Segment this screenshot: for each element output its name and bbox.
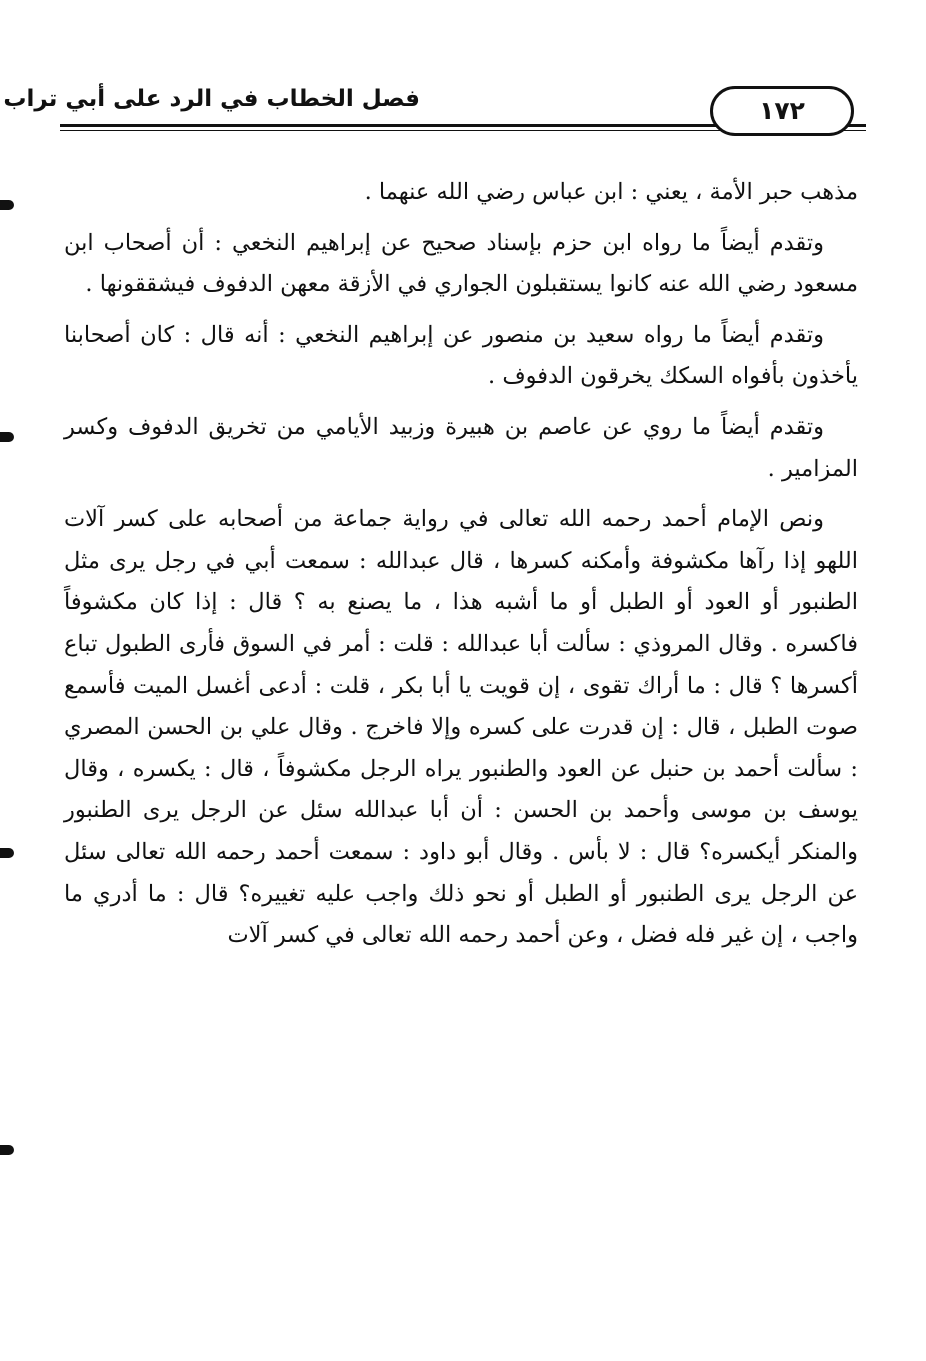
- paragraph: وتقدم أيضاً ما رواه ابن حزم بإسناد صحيح عن إبراهيم النخعي : أن أصحاب ابن مسعود رضي الله عنه كانوا يستقبلون الجواري في الأزقة معهن الدفوف فيشققونها .: [64, 229, 858, 298]
- paragraph: ونص الإمام أحمد رحمه الله تعالى في رواية جماعة من أصحابه على كسر آلات اللهو إذا رآها مكشوفة وأمكنه كسرها ، قال عبدالله : سمعت أبي في رجل يرى مثل الطنبور أو العود أو الطبل أو ما أشبه هذا ، ما يصنع به ؟ قال : إذا كان مكشوفاً فاكسره . وقال المروذي : سألت أبا عبدالله : قلت : أمر في السوق فأرى الطبول تباع أكسرها ؟ قال : ما أراك تقوى ، إن قويت يا أبا بكر ، قلت : أدعى أغسل الميت فأسمع صوت الطبل ، قال : إن قدرت على كسره وإلا فاخرج . وقال علي بن الحسن المصري : سألت أحمد بن حنبل عن العود والطنبور يراه الرجل مكشوفاً ، قال : يكسره ، وقال يوسف بن موسى وأحمد بن الحسن : أن أبا عبدالله سئل عن الرجل يرى الطنبور والمنكر أيكسره؟ قال : لا بأس . وقال أبو داود : سمعت أحمد رحمه الله تعالى سئل عن الرجل يرى الطنبور أو الطبل أو نحو ذلك واجب عليه تغييره؟ قال : ما أدري ما واجب ، إن غير فله فضل ، وعن أحمد رحمه الله تعالى في كسر آلات: [64, 506, 858, 949]
- page-header: [3, 66, 866, 140]
- body-text: [64, 172, 858, 966]
- paragraph: وتقدم أيضاً ما رواه سعيد بن منصور عن إبراهيم النخعي : أنه قال : كان أصحابنا يأخذون بأفواه السكك يخرقون الدفوف .: [64, 321, 858, 390]
- margin-mark: [0, 1145, 14, 1155]
- paragraph: مذهب حبر الأمة ، يعني : ابن عباس رضي الله عنهما .: [364, 179, 858, 205]
- running-title: فصل الخطاب في الرد على أبي تراب: [3, 86, 420, 112]
- page-number-badge: ١٧٢: [710, 86, 854, 136]
- margin-mark: [0, 432, 14, 442]
- margin-mark: [0, 848, 14, 858]
- margin-mark: [0, 200, 14, 210]
- paragraph: وتقدم أيضاً ما روي عن عاصم بن هبيرة وزبيد الأيامي من تخريق الدفوف وكسر المزامير .: [64, 413, 858, 482]
